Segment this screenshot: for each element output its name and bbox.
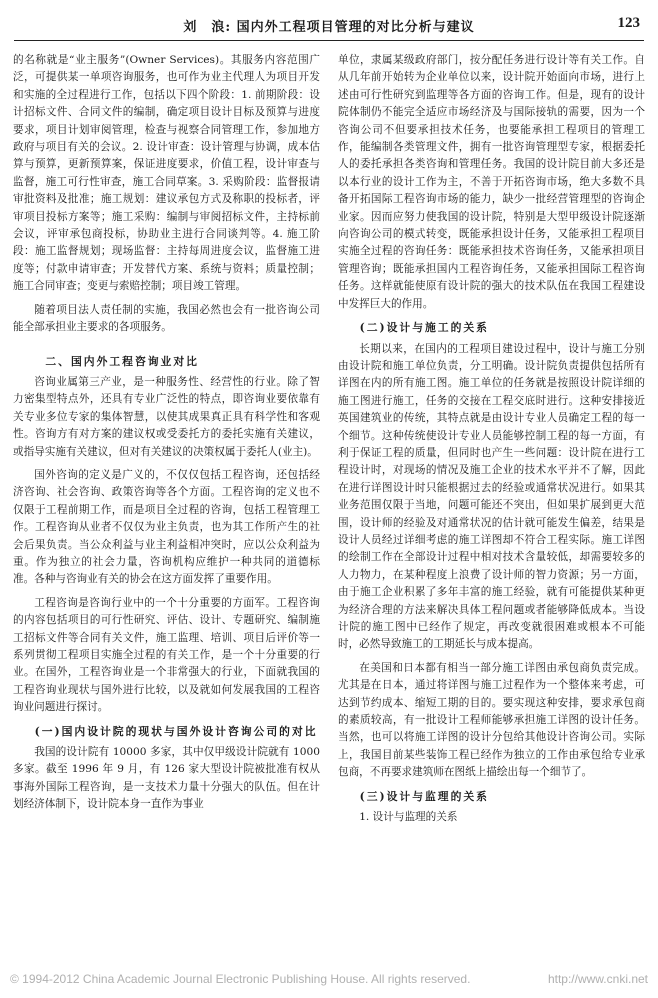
section-heading: 二、国内外工程咨询业对比 <box>45 354 199 368</box>
paragraph: 1. 设计与监理的关系 <box>359 811 458 824</box>
right-column <box>338 52 645 962</box>
page-number: 123 <box>617 15 640 31</box>
left-column <box>13 52 320 962</box>
subsection-heading: (二)设计与施工的关系 <box>359 321 489 335</box>
copyright-notice: © 1994-2012 China Academic Journal Electronic Publishing House. All rights reserved. <box>10 972 471 986</box>
paragraph: 长期以来，在国内的工程项目建设过程中，设计与施工分别由设计院和施工单位负责，分工明确。设计院负责提供包括所有详图在内的所有施工图。施工单位的任务就是按照设计院详细的施工图进行施工，任务的交接在工程交底时进行。这种安排接近英国建筑业的传统，其特点就是由设计专业人员确定工程的每一个细节。这种传统使设计专业人员能够控制工程的每一方面，有利于保证工程的质量，但同时也产生一些问题：设计院在进行工程设计时，对现场的情况及施工企业的技术水平并不了解，因此在进行详图设计时只能根据过去的经验或通常状况进行。如果其业务范围仅限于当地，问题可能还不突出，但如果扩展到更大范围，设计师的经验及对通常状况的估计就可能发生偏差，结果是设计人员经过详细考虑的施工详图却不符合工程实际。施工详图的绘制工作在全部设计过程中相对技术含量较低，却需要较多的人力物力，在某种程度上浪费了设计师的智力资源；另一方面，由于施工企业积累了多年丰富的施工经验，就有可能提供某种更为经济合理的方法来解决具体工程问题或者能够降低成本。当设计院的施工图中已经作了规定，再改变就很困难或根本不可能时，必然导致施工的工期延长与成本提高。 <box>338 342 645 651</box>
paragraph: 随着项目法人责任制的实施，我国必然也会有一批咨询公司能全部承担业主要求的各项服务。 <box>13 303 320 334</box>
paragraph: 单位，隶属某级政府部门，按分配任务进行设计等有关工作。自从几年前开始转为企业单位以来，设计院开始面向市场，进行上述由可行性研究到监理等各方面的咨询工作。但是，现有的设计院体制仍不能完全适应市场经济及与国际接轨的需要，因为一个咨询公司不但要承担技术任务，也要能承担工程项目的管理工作，能编制各类管理文件，拥有一批咨询管理型专家，根据委托人的委托承担各类咨询和管理任务。我国的设计院目前大多还是以本行业的设计工作为主，不善于开拓咨询市场，绝大多数不具备开拓国际工程咨询市场的能力，缺少一批经营管理型的咨询企业家。因而应努力使我国的设计院，特别是大型甲级设计院逐渐向咨询公司的模式转变，既能承担设计任务，又能承担工程项目实施全过程的咨询任务：既能承担技术咨询任务，又能承担项目管理咨询；既能承担国内工程咨询任务，又能承担国际工程咨询任务。这样就能使原有设计院的强大的技术队伍在我国工程建设中发挥巨大的作用。 <box>338 54 645 310</box>
paragraph: 国外咨询的定义是广义的，不仅仅包括工程咨询，还包括经济咨询、社会咨询、政策咨询等各个方面。工程咨询的定义也不仅限于工程前期工作，而是项目全过程的咨询，包括工程管理工作。工程咨询从业者不仅仅为业主负责，也为其工作所产生的社会后果负责。当公众利益与业主利益相冲突时，应以公众利益为重。作为独立的社会力量，咨询机构应维护一种共同的道德标准。各种与咨询业有关的协会在这方面发挥了重要作用。 <box>13 468 320 586</box>
paragraph: 在美国和日本都有相当一部分施工详图由承包商负责完成。尤其是在日本，通过将详图与施工过程作为一个整体来考虑，可达到节约成本、缩短工期的目的。要实现这种安排，要求承包商的素质较高，有一批设计工程师能够承担施工详图的设计任务。当然，也可以将施工详图的设计分包给其他设计咨询公司。实际上，我国目前某些装饰工程已经作为独立的工作由承包给专业承包商，不再要求建筑师在图纸上描绘出每一个细节了。 <box>338 661 645 779</box>
subsection-heading: (一)国内设计院的现状与国外设计咨询公司的对比 <box>34 724 318 738</box>
page-header <box>14 14 644 41</box>
paragraph: 工程咨询是咨询行业中的一个十分重要的方面军。工程咨询的内容包括项目的可行性研究、评估、设计、专题研究、编制施工招标文件等合同有关文件，施工监理、培训、项目后评价等一系列贯彻工程项目实施全过程的有关工作，是一个十分重要的行业。在国外，工程咨询业是一个非常强大的行业，下面就我国的工程咨询业现状与国外进行比较，以及就如何发展我国的工程咨询业问题进行探讨。 <box>13 596 320 714</box>
running-title: 刘 浪: 国内外工程项目管理的对比分析与建议 <box>183 20 475 35</box>
subsection-heading: (三)设计与监理的关系 <box>359 789 489 803</box>
footer-url: http://www.cnki.net <box>547 972 648 986</box>
page-footer <box>10 972 648 990</box>
paragraph: 我国的设计院有 10000 多家，其中仅甲级设计院就有 1000 多家。截至 1996 年 9 月，有 126 家大型设计院被批准有权从事海外国际工程咨询，是一支技术力量十分强大的队伍。但在计划经济体制下，设计院本身一直作为事业 <box>13 746 320 811</box>
paragraph: 的名称就是“业主服务”(Owner Services)。其服务内容范围广泛，可提供某一单项咨询服务，也可作为业主代理人为项目开发和实施的全过程进行工作，包括以下四个阶段：1. 前期阶段：设计招标文件、合同文件的编制，确定项目设计目标及预算与进度要求，项目计划审阅管理，检查与视察合同管理工作，参加地方政府与项目有关的会议。2. 设计审查：设计管理与协调，成本估算与预算，更新预算案，保证进度要求，价值工程，设计审查与监督，施工可行性审查，施工合同草案。3. 采购阶段：监督报请审批资料及批准；施工规划：建议承包方式及称职的投标者，评审项目投标方案等；施工采购：编制与审阅招标文件，主持标前会议，评审承包商投标，协助业主进行合同谈判等。4. 施工阶段：施工监督规划；现场监督：主持每周进度会议，监督施工进度等；付款申请审查；开发替代方案、系统与资料；质量控制；施工合同审查；变更与索赔控制；项目竣工管理。 <box>13 54 320 293</box>
paragraph: 咨询业属第三产业，是一种服务性、经营性的行业。除了智力密集型特点外，还具有专业广泛性的特点，即咨询业要依靠有关专业多位专家的集体智慧，以使其成果真正具有科学性和客观性。咨询方有对方案的建议权或受委托方的委托实施有关建议，或指导实施有关建议，但对有关建议的决策权属于委托人(业主)。 <box>13 375 320 458</box>
